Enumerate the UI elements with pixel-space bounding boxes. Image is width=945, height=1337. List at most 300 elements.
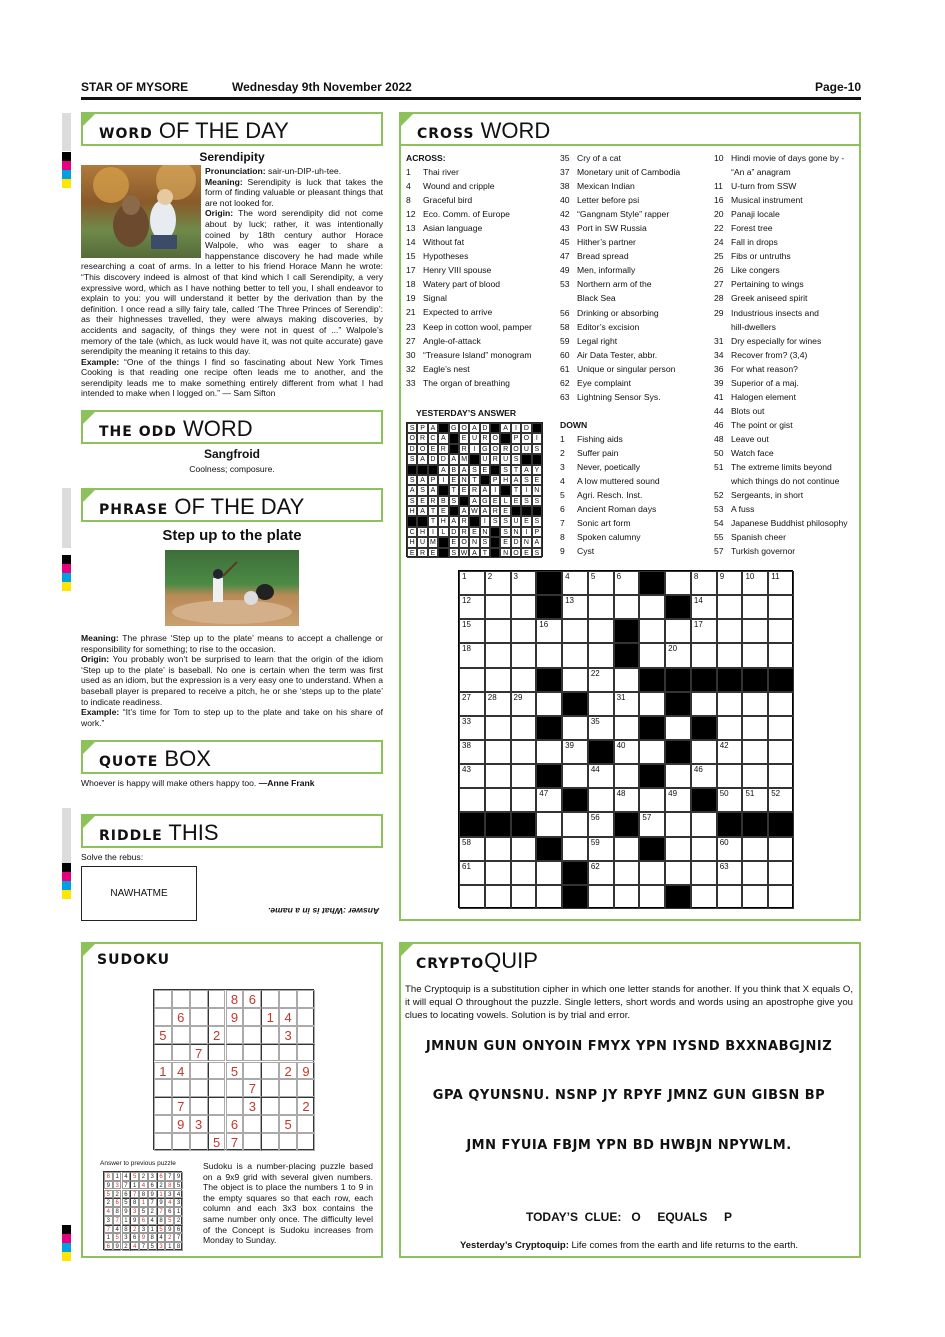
sudoku-answer-cell: 7 bbox=[122, 1181, 131, 1190]
yesterday-cell: I bbox=[532, 433, 542, 443]
crossword-cell[interactable]: 46 bbox=[691, 764, 717, 788]
clue-number: 21 bbox=[406, 307, 416, 318]
crossword-cell[interactable] bbox=[511, 619, 537, 643]
yesterday-cell: A bbox=[469, 496, 479, 506]
crossword-cell[interactable]: 31 bbox=[614, 692, 640, 716]
crossword-cell[interactable]: 18 bbox=[459, 643, 485, 667]
black-cell bbox=[511, 812, 537, 836]
crossword-cell[interactable] bbox=[665, 764, 691, 788]
clue-item bbox=[560, 376, 680, 390]
crossword-cell[interactable] bbox=[485, 740, 511, 764]
crossword-cell[interactable]: 15 bbox=[459, 619, 485, 643]
sudoku-cell[interactable] bbox=[243, 1133, 261, 1151]
clue-text: Eco. Comm. of Europe bbox=[423, 209, 510, 220]
clue-number: 38 bbox=[560, 181, 570, 192]
sudoku-cell[interactable] bbox=[154, 1044, 172, 1062]
sudoku-cell[interactable] bbox=[261, 1115, 279, 1133]
clue-number: 37 bbox=[560, 167, 570, 178]
crossword-cell[interactable] bbox=[639, 619, 665, 643]
sudoku-cell[interactable] bbox=[172, 1133, 190, 1151]
crossword-cell[interactable] bbox=[562, 716, 588, 740]
crossword-cell[interactable]: 10 bbox=[742, 571, 768, 595]
crossword-cell[interactable] bbox=[562, 812, 588, 836]
yesterday-cell: U bbox=[469, 433, 479, 443]
crossword-cell[interactable] bbox=[639, 595, 665, 619]
black-cell bbox=[562, 788, 588, 812]
crossword-cell[interactable] bbox=[742, 885, 768, 909]
sudoku-answer-cell: 1 bbox=[165, 1242, 174, 1251]
black-cell bbox=[562, 861, 588, 885]
crossword-cell[interactable]: 59 bbox=[588, 837, 614, 861]
crossword-cell[interactable] bbox=[536, 885, 562, 909]
crossword-cell[interactable]: 22 bbox=[588, 668, 614, 692]
crossword-cell[interactable]: 40 bbox=[614, 740, 640, 764]
crossword-cell[interactable] bbox=[742, 716, 768, 740]
clue-text: Spanish cheer bbox=[731, 532, 786, 543]
crossword-cell[interactable] bbox=[717, 764, 743, 788]
sudoku-cell[interactable] bbox=[243, 1026, 261, 1044]
clue-item bbox=[714, 516, 848, 530]
crossword-cell[interactable] bbox=[665, 571, 691, 595]
sudoku-cell[interactable] bbox=[243, 1062, 261, 1080]
crossword-cell[interactable]: 17 bbox=[691, 619, 717, 643]
crossword-cell[interactable] bbox=[614, 885, 640, 909]
down-clues-col3 bbox=[714, 151, 848, 558]
crossword-cell[interactable] bbox=[511, 861, 537, 885]
yesterday-cell bbox=[459, 496, 469, 506]
crossword-cell[interactable] bbox=[459, 788, 485, 812]
crossword-cell[interactable] bbox=[768, 885, 794, 909]
sudoku-cell[interactable] bbox=[208, 1115, 226, 1133]
crossword-cell[interactable] bbox=[511, 595, 537, 619]
sudoku-answer-cell: 1 bbox=[113, 1172, 122, 1181]
sudoku-answer-cell: 9 bbox=[165, 1225, 174, 1234]
clue-number: 44 bbox=[714, 405, 724, 416]
crossword-cell[interactable] bbox=[485, 595, 511, 619]
crossword-cell[interactable] bbox=[768, 861, 794, 885]
crossword-cell[interactable] bbox=[768, 716, 794, 740]
sudoku-cell[interactable] bbox=[154, 1133, 172, 1151]
yesterday-cell: N bbox=[500, 548, 510, 558]
clue-text: Unique or singular person bbox=[577, 363, 676, 374]
sudoku-cell[interactable] bbox=[297, 1115, 315, 1133]
sudoku-cell[interactable] bbox=[279, 1097, 297, 1115]
sudoku-cell[interactable] bbox=[243, 1115, 261, 1133]
clue-item bbox=[560, 390, 680, 404]
black-cell bbox=[639, 571, 665, 595]
sudoku-cell[interactable] bbox=[172, 1026, 190, 1044]
clue-number: 39 bbox=[714, 377, 724, 388]
crossword-cell[interactable] bbox=[639, 861, 665, 885]
clue-number: 28 bbox=[714, 293, 724, 304]
crossword-cell[interactable] bbox=[485, 837, 511, 861]
sudoku-cell[interactable] bbox=[226, 1026, 244, 1044]
crossword-cell[interactable]: 35 bbox=[588, 716, 614, 740]
crossword-cell[interactable] bbox=[511, 788, 537, 812]
sudoku-cell[interactable] bbox=[243, 1008, 261, 1026]
crossword-cell[interactable] bbox=[768, 740, 794, 764]
sudoku-cell[interactable] bbox=[297, 1008, 315, 1026]
crossword-cell[interactable]: 48 bbox=[614, 788, 640, 812]
sudoku-cell[interactable] bbox=[190, 1062, 208, 1080]
crossword-cell[interactable] bbox=[768, 643, 794, 667]
crossword-cell[interactable] bbox=[511, 837, 537, 861]
crossword-cell[interactable]: 28 bbox=[485, 692, 511, 716]
clue-number: 5 bbox=[560, 490, 565, 501]
clue-number: 46 bbox=[714, 419, 724, 430]
clue-number: 53 bbox=[714, 504, 724, 515]
crossword-cell[interactable] bbox=[768, 595, 794, 619]
yesterday-cell: S bbox=[449, 496, 459, 506]
sudoku-cell[interactable] bbox=[190, 1133, 208, 1151]
sudoku-answer-cell: 9 bbox=[148, 1190, 157, 1199]
crossword-cell[interactable] bbox=[691, 643, 717, 667]
crossword-cell[interactable]: 61 bbox=[459, 861, 485, 885]
sudoku-answer-cell: 5 bbox=[104, 1190, 113, 1199]
crossword-grid bbox=[458, 570, 793, 908]
clue-text: Letter before psi bbox=[577, 195, 640, 206]
clue-item bbox=[560, 151, 680, 165]
yesterday-cell: D bbox=[428, 454, 438, 464]
clue-text: Pertaining to wings bbox=[731, 279, 804, 290]
crossword-cell[interactable]: 13 bbox=[562, 595, 588, 619]
crossword-cell[interactable] bbox=[742, 837, 768, 861]
crossword-cell[interactable] bbox=[562, 668, 588, 692]
crossword-cell[interactable]: 47 bbox=[536, 788, 562, 812]
down-clues-col bbox=[560, 432, 660, 558]
crossword-cell[interactable] bbox=[691, 861, 717, 885]
crossword-cell[interactable] bbox=[536, 643, 562, 667]
yesterday-cell: A bbox=[428, 423, 438, 433]
crossword-cell[interactable]: 52 bbox=[768, 788, 794, 812]
crossword-cell[interactable] bbox=[717, 716, 743, 740]
crossword-cell[interactable]: 38 bbox=[459, 740, 485, 764]
crossword-cell[interactable] bbox=[485, 668, 511, 692]
crossword-cell[interactable] bbox=[614, 861, 640, 885]
sudoku-cell[interactable] bbox=[190, 990, 208, 1008]
crossword-cell[interactable] bbox=[665, 812, 691, 836]
sudoku-cell[interactable] bbox=[208, 1044, 226, 1062]
sudoku-cell[interactable] bbox=[190, 1079, 208, 1097]
crossword-cell[interactable] bbox=[691, 885, 717, 909]
crossword-cell[interactable]: 11 bbox=[768, 571, 794, 595]
crossword-cell[interactable] bbox=[588, 788, 614, 812]
sudoku-answer-cell: 6 bbox=[157, 1172, 166, 1181]
crossword-cell[interactable] bbox=[717, 885, 743, 909]
crossword-cell[interactable] bbox=[588, 595, 614, 619]
crossword-cell[interactable]: 44 bbox=[588, 764, 614, 788]
crossword-cell[interactable] bbox=[536, 692, 562, 716]
crossword-cell[interactable] bbox=[614, 764, 640, 788]
crossword-cell[interactable] bbox=[768, 764, 794, 788]
crossword-cell[interactable] bbox=[742, 861, 768, 885]
sudoku-answer-cell: 5 bbox=[130, 1172, 139, 1181]
crossword-cell[interactable] bbox=[485, 764, 511, 788]
crossword-cell[interactable] bbox=[639, 885, 665, 909]
sudoku-cell[interactable] bbox=[297, 1133, 315, 1151]
margin-bar bbox=[62, 488, 71, 548]
crossword-cell[interactable] bbox=[691, 692, 717, 716]
clue-item bbox=[560, 179, 680, 193]
clue-number: 31 bbox=[714, 335, 724, 346]
yesterday-cell: A bbox=[521, 465, 531, 475]
crossword-cell[interactable] bbox=[717, 643, 743, 667]
crossword-cell[interactable] bbox=[639, 788, 665, 812]
crossword-cell[interactable] bbox=[536, 740, 562, 764]
sudoku-cell[interactable] bbox=[261, 1026, 279, 1044]
crossword-cell[interactable]: 6 bbox=[614, 571, 640, 595]
crossword-cell[interactable] bbox=[665, 861, 691, 885]
crossword-cell[interactable]: 12 bbox=[459, 595, 485, 619]
crossword-cell[interactable] bbox=[485, 788, 511, 812]
crossword-cell[interactable] bbox=[536, 812, 562, 836]
clue-number: 47 bbox=[560, 251, 570, 262]
sudoku-cell[interactable] bbox=[226, 1044, 244, 1062]
cryptoquip-intro: The Cryptoquip is a substitution cipher in which one letter stands for another. If you think that X equals O, it will equal O throughout the puzzle. Single letters, short words and words using an apostrophe give you clues to locating vowels. Solution is by trial and error. bbox=[405, 984, 853, 1021]
crossword-cell[interactable]: 27 bbox=[459, 692, 485, 716]
crossword-cell[interactable] bbox=[562, 619, 588, 643]
clue-item bbox=[560, 516, 660, 530]
yesterday-cell: E bbox=[417, 496, 427, 506]
yesterday-cell: E bbox=[511, 496, 521, 506]
yesterday-cell bbox=[438, 423, 448, 433]
yesterday-cell bbox=[532, 506, 542, 516]
yesterday-cell bbox=[521, 506, 531, 516]
crossword-cell[interactable] bbox=[691, 837, 717, 861]
crossword-cell[interactable] bbox=[511, 885, 537, 909]
black-cell bbox=[691, 716, 717, 740]
sudoku-answer-cell: 1 bbox=[130, 1181, 139, 1190]
crossword-cell[interactable] bbox=[742, 740, 768, 764]
sudoku-cell[interactable] bbox=[297, 1026, 315, 1044]
crossword-cell[interactable] bbox=[691, 740, 717, 764]
crossword-cell[interactable]: 56 bbox=[588, 812, 614, 836]
crossword-cell[interactable] bbox=[588, 885, 614, 909]
sudoku-cell[interactable] bbox=[208, 990, 226, 1008]
crossword-cell[interactable] bbox=[742, 764, 768, 788]
yesterday-cell: E bbox=[459, 433, 469, 443]
crossword-cell[interactable] bbox=[665, 619, 691, 643]
crossword-cell[interactable] bbox=[485, 885, 511, 909]
crossword-cell[interactable]: 1 bbox=[459, 571, 485, 595]
odd-word-heading: THE ODD WORD bbox=[81, 410, 383, 444]
issue-date: Wednesday 9th November 2022 bbox=[232, 80, 412, 94]
clue-text: Spoken calumny bbox=[577, 532, 641, 543]
sudoku-cell[interactable] bbox=[208, 1097, 226, 1115]
crossword-cell[interactable]: 50 bbox=[717, 788, 743, 812]
crossword-cell[interactable] bbox=[562, 764, 588, 788]
sudoku-cell[interactable] bbox=[190, 1097, 208, 1115]
crossword-cell[interactable] bbox=[691, 812, 717, 836]
crossword-cell[interactable] bbox=[717, 619, 743, 643]
crossword-cell[interactable] bbox=[742, 643, 768, 667]
crossword-cell[interactable]: 16 bbox=[536, 619, 562, 643]
sudoku-answer-cell: 9 bbox=[157, 1198, 166, 1207]
crossword-cell[interactable]: 8 bbox=[691, 571, 717, 595]
black-cell bbox=[562, 885, 588, 909]
clue-text: Bread spread bbox=[577, 251, 629, 262]
sudoku-cell[interactable] bbox=[154, 1079, 172, 1097]
sudoku-answer-cell: 5 bbox=[165, 1216, 174, 1225]
sudoku-cell[interactable] bbox=[279, 1133, 297, 1151]
crossword-cell[interactable] bbox=[614, 837, 640, 861]
sudoku-cell[interactable] bbox=[243, 1044, 261, 1062]
crossword-cell[interactable] bbox=[485, 716, 511, 740]
sudoku-cell[interactable] bbox=[208, 1062, 226, 1080]
crossword-cell[interactable]: 62 bbox=[588, 861, 614, 885]
crossword-cell[interactable] bbox=[768, 692, 794, 716]
crossword-cell[interactable]: 29 bbox=[511, 692, 537, 716]
sudoku-cell[interactable] bbox=[190, 1026, 208, 1044]
crossword-cell[interactable] bbox=[562, 837, 588, 861]
yesterday-cell: A bbox=[469, 548, 479, 558]
crossword-cell[interactable] bbox=[459, 668, 485, 692]
yesterday-cell: E bbox=[532, 475, 542, 485]
crossword-cell[interactable] bbox=[485, 643, 511, 667]
crossword-cell[interactable] bbox=[614, 668, 640, 692]
sudoku-answer-cell: 4 bbox=[122, 1172, 131, 1181]
sudoku-cell[interactable] bbox=[190, 1008, 208, 1026]
clue-item bbox=[714, 277, 848, 291]
crossword-cell[interactable] bbox=[614, 716, 640, 740]
crossword-cell[interactable] bbox=[768, 837, 794, 861]
crossword-cell[interactable] bbox=[562, 643, 588, 667]
crossword-cell[interactable] bbox=[588, 643, 614, 667]
sudoku-cell[interactable] bbox=[208, 1008, 226, 1026]
crossword-cell[interactable]: 14 bbox=[691, 595, 717, 619]
sudoku-cell[interactable] bbox=[279, 990, 297, 1008]
crossword-cell[interactable] bbox=[485, 861, 511, 885]
sudoku-cell[interactable] bbox=[172, 1044, 190, 1062]
crossword-cell[interactable]: 42 bbox=[717, 740, 743, 764]
crossword-cell[interactable] bbox=[614, 595, 640, 619]
sudoku-cell[interactable] bbox=[226, 1097, 244, 1115]
crossword-cell[interactable] bbox=[639, 740, 665, 764]
sudoku-cell[interactable] bbox=[261, 1079, 279, 1097]
across-label: ACROSS: bbox=[406, 153, 446, 163]
crossword-cell[interactable]: 9 bbox=[717, 571, 743, 595]
sudoku-cell[interactable] bbox=[279, 1044, 297, 1062]
yesterday-cell: D bbox=[521, 423, 531, 433]
crossword-cell[interactable] bbox=[511, 716, 537, 740]
crossword-cell[interactable]: 58 bbox=[459, 837, 485, 861]
crossword-cell[interactable]: 51 bbox=[742, 788, 768, 812]
sudoku-answer-cell: 6 bbox=[104, 1242, 113, 1251]
crossword-cell[interactable] bbox=[639, 643, 665, 667]
yesterday-cell: T bbox=[469, 475, 479, 485]
sudoku-cell[interactable] bbox=[154, 990, 172, 1008]
crossword-cell[interactable] bbox=[742, 692, 768, 716]
crossword-cell[interactable] bbox=[717, 595, 743, 619]
crossword-cell[interactable] bbox=[742, 595, 768, 619]
sudoku-cell: 5 bbox=[279, 1115, 297, 1133]
sudoku-cell[interactable] bbox=[297, 990, 315, 1008]
crossword-cell[interactable] bbox=[742, 619, 768, 643]
crossword-cell[interactable] bbox=[639, 692, 665, 716]
sudoku-cell[interactable] bbox=[261, 1044, 279, 1062]
clue-number: 60 bbox=[560, 349, 570, 360]
sudoku-answer-cell: 5 bbox=[174, 1181, 183, 1190]
clue-number: 18 bbox=[406, 279, 416, 290]
clue-text: Wound and cripple bbox=[423, 181, 495, 192]
sudoku-cell[interactable] bbox=[154, 1008, 172, 1026]
crossword-cell[interactable] bbox=[511, 740, 537, 764]
clue-text: Legal right bbox=[577, 335, 618, 346]
crossword-cell[interactable]: 33 bbox=[459, 716, 485, 740]
yesterday-cell: R bbox=[500, 444, 510, 454]
clue-text: Graceful bird bbox=[423, 195, 473, 206]
crossword-cell[interactable]: 39 bbox=[562, 740, 588, 764]
yesterday-cell: N bbox=[459, 475, 469, 485]
crossword-cell[interactable]: 63 bbox=[717, 861, 743, 885]
sudoku-cell[interactable] bbox=[279, 1079, 297, 1097]
crossword-cell[interactable] bbox=[511, 643, 537, 667]
crossword-cell[interactable] bbox=[588, 692, 614, 716]
clue-number: 8 bbox=[560, 532, 565, 543]
sudoku-cell[interactable] bbox=[297, 1044, 315, 1062]
crossword-cell[interactable] bbox=[768, 619, 794, 643]
sudoku-cell[interactable] bbox=[226, 1079, 244, 1097]
yesterday-cell bbox=[428, 465, 438, 475]
down-label: DOWN bbox=[560, 420, 588, 430]
sudoku-cell[interactable] bbox=[208, 1079, 226, 1097]
crossword-cell[interactable]: 20 bbox=[665, 643, 691, 667]
sudoku-cell[interactable] bbox=[172, 990, 190, 1008]
sudoku-answer-cell: 7 bbox=[148, 1198, 157, 1207]
sudoku-cell[interactable] bbox=[261, 1062, 279, 1080]
sudoku-cell[interactable] bbox=[297, 1079, 315, 1097]
crossword-cell[interactable]: 43 bbox=[459, 764, 485, 788]
crossword-cell[interactable]: 49 bbox=[665, 788, 691, 812]
clue-item bbox=[714, 179, 848, 193]
sudoku-cell[interactable] bbox=[172, 1079, 190, 1097]
crossword-cell[interactable]: 4 bbox=[562, 571, 588, 595]
clue-number: 58 bbox=[560, 321, 570, 332]
clue-text: Eye complaint bbox=[577, 377, 631, 388]
clue-text: Thai river bbox=[423, 167, 459, 177]
crossword-cell[interactable] bbox=[485, 619, 511, 643]
yesterday-cell: I bbox=[490, 485, 500, 495]
crossword-cell[interactable]: 2 bbox=[485, 571, 511, 595]
sudoku-cell[interactable] bbox=[154, 1115, 172, 1133]
crossword-cell[interactable]: 57 bbox=[639, 812, 665, 836]
sudoku-cell: 4 bbox=[172, 1062, 190, 1080]
sudoku-cell: 4 bbox=[279, 1008, 297, 1026]
clue-text: A low muttered sound bbox=[577, 476, 660, 487]
yesterday-cell: H bbox=[500, 475, 510, 485]
sudoku-cell[interactable] bbox=[261, 990, 279, 1008]
crossword-cell[interactable] bbox=[588, 619, 614, 643]
clue-text: Mexican Indian bbox=[577, 181, 635, 192]
crossword-cell[interactable] bbox=[511, 668, 537, 692]
crossword-cell[interactable] bbox=[511, 764, 537, 788]
crossword-cell[interactable]: 5 bbox=[588, 571, 614, 595]
clue-text: Blots out bbox=[731, 405, 765, 416]
crossword-cell[interactable] bbox=[459, 885, 485, 909]
sudoku-cell[interactable] bbox=[154, 1097, 172, 1115]
crossword-cell[interactable] bbox=[665, 837, 691, 861]
crossword-cell[interactable] bbox=[665, 716, 691, 740]
crossword-cell[interactable] bbox=[717, 692, 743, 716]
sudoku-cell[interactable] bbox=[261, 1097, 279, 1115]
crossword-cell[interactable]: 3 bbox=[511, 571, 537, 595]
crossword-cell[interactable]: 60 bbox=[717, 837, 743, 861]
clue-text: Dry especially for wines bbox=[731, 335, 822, 346]
clue-item bbox=[714, 404, 848, 418]
word-of-day-heading: WORD OF THE DAY bbox=[81, 112, 383, 146]
sudoku-cell[interactable] bbox=[261, 1133, 279, 1151]
crossword-cell[interactable] bbox=[536, 861, 562, 885]
